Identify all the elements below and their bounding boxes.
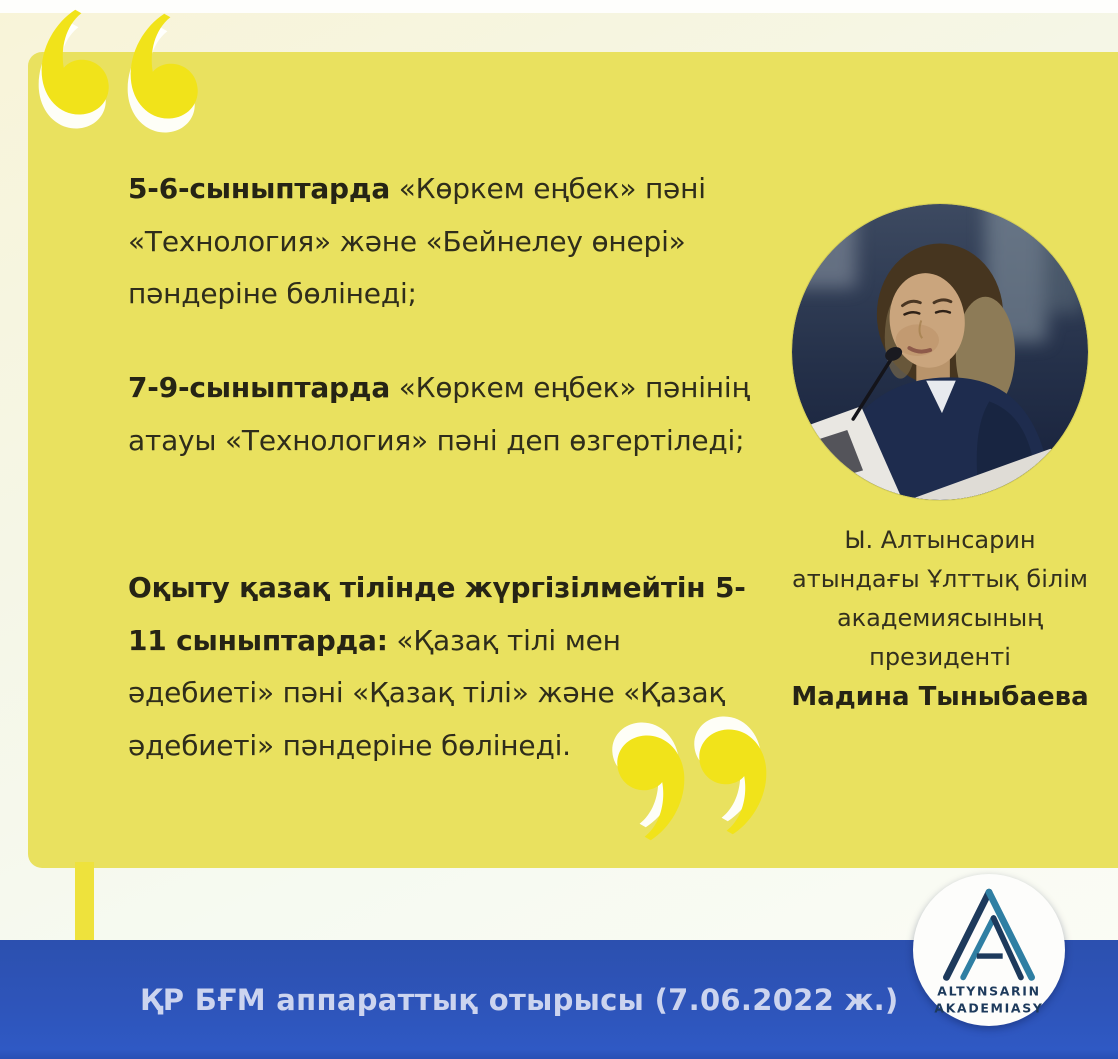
altynsarin-logo <box>913 874 1065 1026</box>
speaker-name: Мадина Тыныбаева <box>791 682 1089 712</box>
speaker-portrait-illustration <box>792 204 1088 500</box>
speaker-photo <box>792 204 1088 500</box>
footer-text: ҚР БҒМ аппараттық отырысы (7.06.2022 ж.) <box>140 983 899 1017</box>
logo-a-right-outer <box>989 892 1032 977</box>
quote-block-1-lead: 5-6-сыныптарда <box>128 172 391 205</box>
quote-block-3 <box>128 562 763 772</box>
quote-block-2 <box>128 362 763 467</box>
quote-block-3-rest: «Қазақ тілі мен әдебиеті» пәні «Қазақ тілі» және «Қазақ әдебиеті» пәндеріне бөлінеді. <box>128 623 726 762</box>
quote-block-1 <box>128 163 763 321</box>
logo-text-line2: AKADEMIASY <box>934 1000 1044 1016</box>
quote-block-2-lead: 7-9-сыныптарда <box>128 371 391 404</box>
altynsarin-logo-mark <box>913 874 1065 1026</box>
yellow-ribbon <box>75 862 94 942</box>
quote-block-3-lead: Оқыту қазақ тілінде жүргізілмейтін 5-11 сыныптарда: <box>128 571 746 657</box>
logo-text-line1: ALTYNSARIN <box>937 983 1041 999</box>
caption-line-2: атындағы Ұлттық білім <box>792 565 1088 593</box>
top-margin-strip <box>0 0 1118 13</box>
quote-block-2-rest: «Көркем еңбек» пәнінің атауы «Технология» пәні деп өзгертіледі; <box>128 371 750 457</box>
caption-line-1: Ы. Алтынсарин <box>844 526 1036 554</box>
quote-block-1-rest: «Көркем еңбек» пәні «Технология» және «Бейнелеу өнері» пәндеріне бөлінеді; <box>128 172 706 310</box>
logo-a-left-inner <box>963 918 993 977</box>
speaker-caption <box>772 521 1108 717</box>
caption-line-3: академиясының <box>836 604 1044 632</box>
caption-line-4: президенті <box>869 643 1011 671</box>
